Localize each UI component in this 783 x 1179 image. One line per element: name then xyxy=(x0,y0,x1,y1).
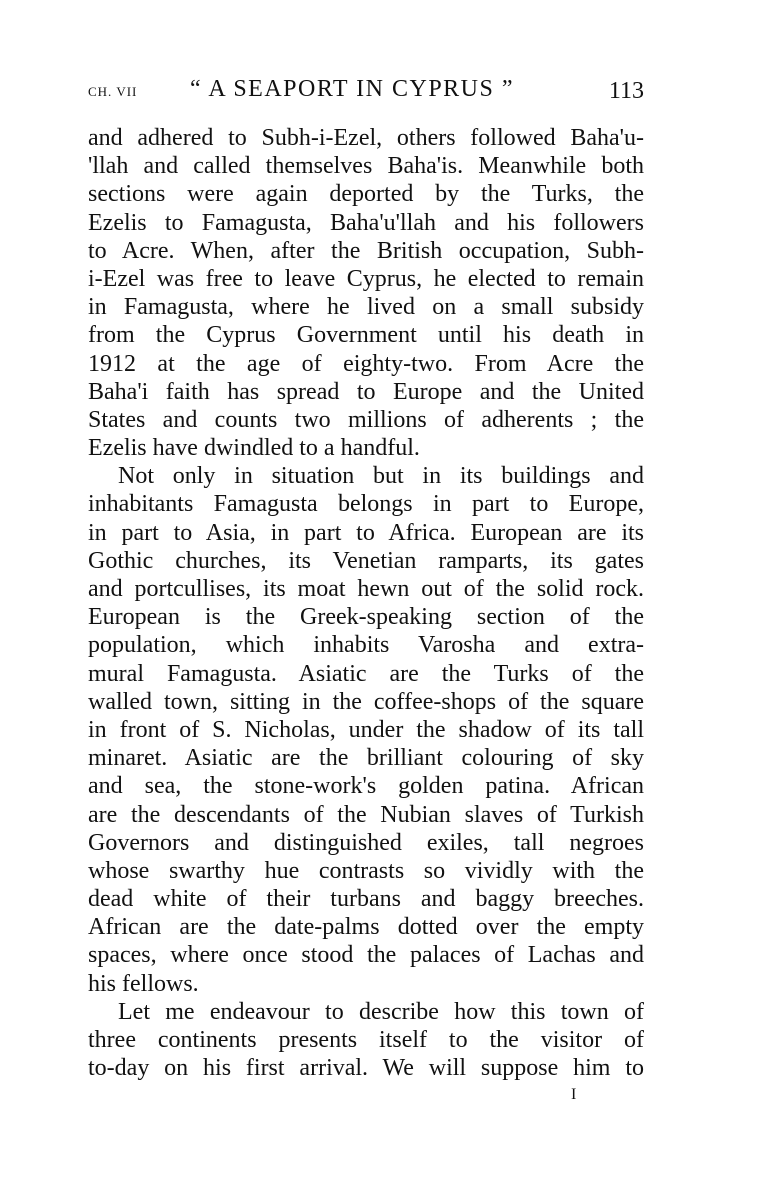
text-line: sections were again deported by the Turks, the xyxy=(88,181,644,208)
paragraph xyxy=(88,124,644,462)
text-line: States and counts two millions of adherents ; the xyxy=(88,406,644,433)
paragraph xyxy=(88,998,644,1083)
text-line: in Famagusta, where he lived on a small subsidy xyxy=(88,294,644,321)
chapter-label: CH. VII xyxy=(88,84,138,99)
text-line: his fellows. xyxy=(88,970,199,997)
text-line: in part to Asia, in part to Africa. European are its xyxy=(88,519,644,546)
text-line: dead white of their turbans and baggy breeches. xyxy=(88,886,644,913)
signature-mark: I xyxy=(571,1086,577,1103)
text-line: African are the date-palms dotted over the empty xyxy=(88,914,644,941)
text-line: Ezelis to Famagusta, Baha'u'llah and his followers xyxy=(88,209,644,236)
body-text xyxy=(88,124,644,1082)
text-line: and sea, the stone-work's golden patina. African xyxy=(88,773,644,800)
text-line: population, which inhabits Varosha and extra- xyxy=(88,632,644,659)
text-line: to-day on his first arrival. We will suppose him to xyxy=(88,1055,644,1082)
text-line: 1912 at the age of eighty-two. From Acre the xyxy=(88,350,644,377)
text-line: 'llah and called themselves Baha'is. Meanwhile both xyxy=(88,153,644,180)
text-line: are the descendants of the Nubian slaves of Turkish xyxy=(88,801,644,828)
text-line: Ezelis have dwindled to a handful. xyxy=(88,435,420,462)
text-line: Baha'i faith has spread to Europe and the United xyxy=(88,378,644,405)
text-line: to Acre. When, after the British occupation, Subh- xyxy=(88,237,644,264)
text-line: and portcullises, its moat hewn out of the solid rock. xyxy=(88,576,644,602)
text-line: walled town, sitting in the coffee-shops of the square xyxy=(88,688,644,715)
text-line: Governors and distinguished exiles, tall negroes xyxy=(88,829,644,856)
text-line: minaret. Asiatic are the brilliant colouring of sky xyxy=(88,745,644,772)
text-line: in front of S. Nicholas, under the shadow of its tall xyxy=(88,716,644,743)
text-line: mural Famagusta. Asiatic are the Turks of the xyxy=(88,660,644,687)
text-line: three continents presents itself to the visitor of xyxy=(88,1027,644,1053)
text-line: Gothic churches, its Venetian ramparts, its gates xyxy=(88,547,644,574)
text-line: inhabitants Famagusta belongs in part to Europe, xyxy=(88,491,644,518)
running-title: “ A SEAPORT IN CYPRUS ” xyxy=(190,76,514,102)
paragraph xyxy=(88,462,644,998)
text-line: spaces, where once stood the palaces of Lachas and xyxy=(88,942,644,969)
text-line: Not only in situation but in its buildings and xyxy=(118,463,644,490)
running-head xyxy=(88,76,644,110)
text-line: European is the Greek-speaking section of the xyxy=(88,604,644,631)
page-number: 113 xyxy=(608,78,644,104)
text-line: Let me endeavour to describe how this town of xyxy=(118,998,644,1025)
text-line: i-Ezel was free to leave Cyprus, he elected to remain xyxy=(88,265,644,292)
text-line: from the Cyprus Government until his death in xyxy=(88,322,644,349)
text-line: and adhered to Subh-i-Ezel, others followed Baha'u- xyxy=(88,125,644,151)
text-line: whose swarthy hue contrasts so vividly with the xyxy=(88,857,644,884)
